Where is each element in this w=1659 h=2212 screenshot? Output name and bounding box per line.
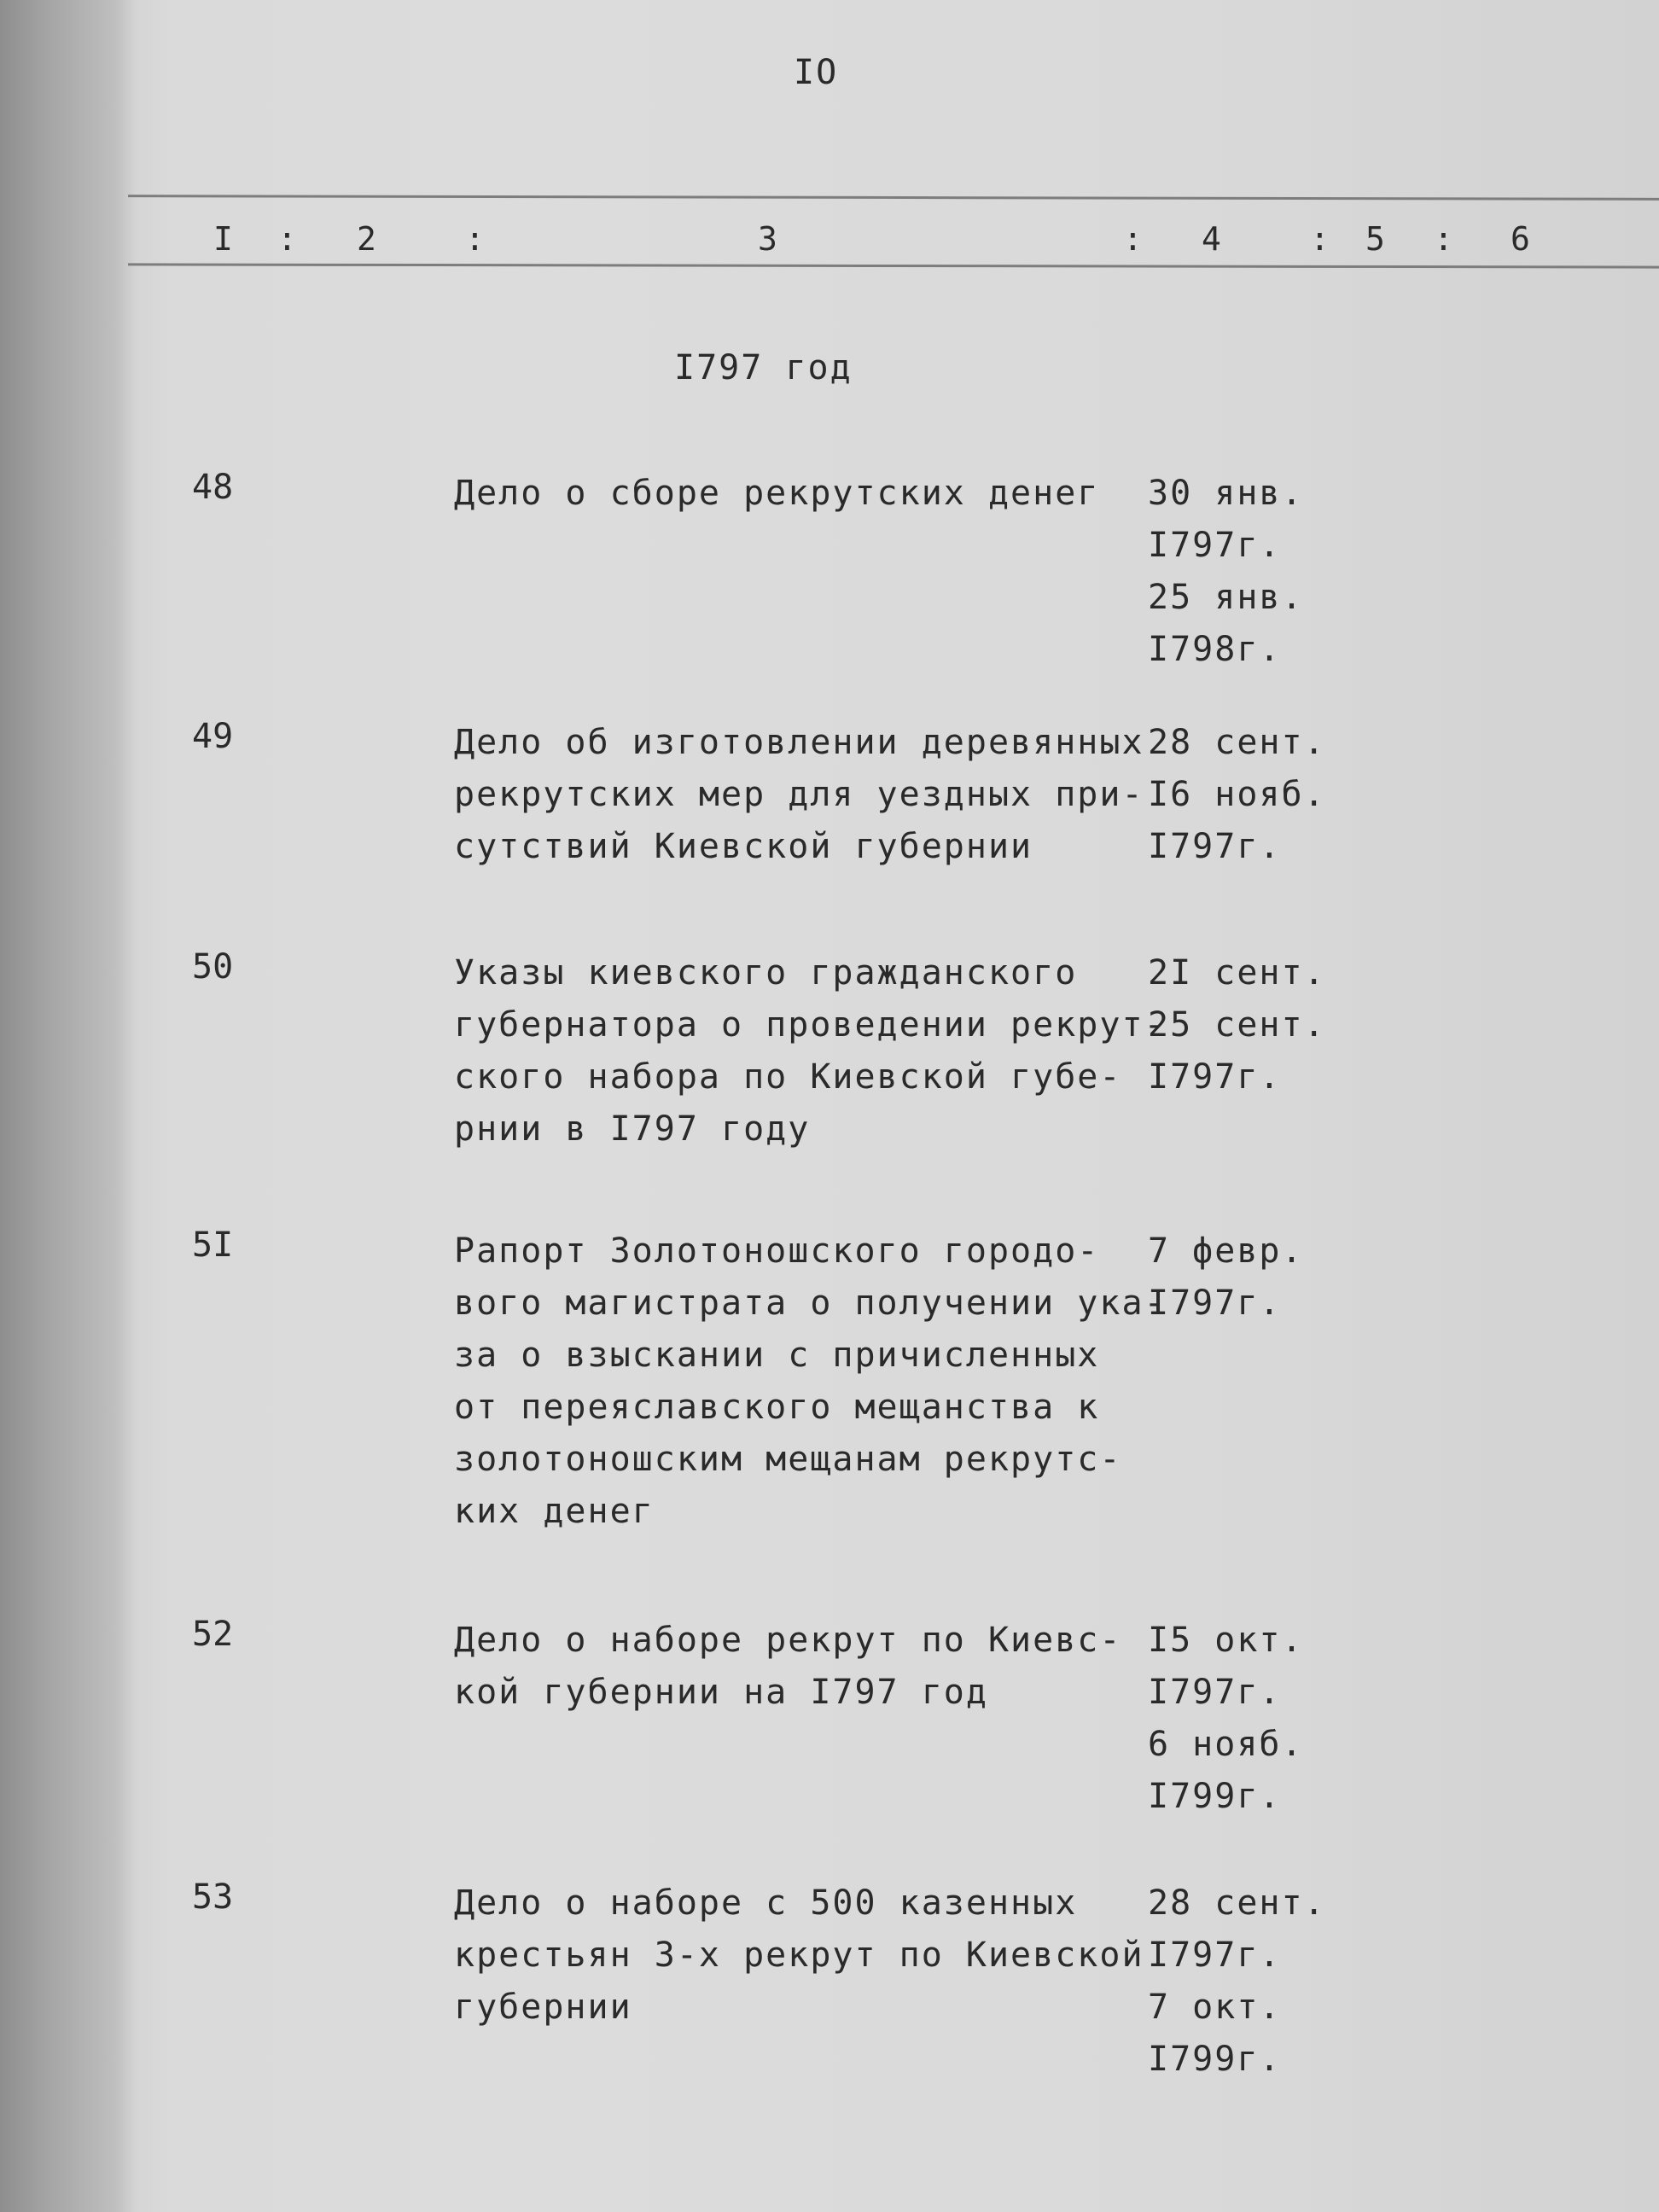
date-line: I799г. [1148, 1777, 1282, 1816]
column-separator: : [1434, 220, 1453, 258]
header-rule-bottom [128, 263, 1659, 268]
description-line: Дело о наборе рекрут по Киевс- [454, 1621, 1122, 1660]
date-line: I797г. [1148, 1673, 1282, 1712]
date-line: I799г. [1148, 2040, 1282, 2079]
description-line: рекрутских мер для уездных при- [454, 775, 1144, 814]
description-line: от переяславского мещанства к [454, 1388, 1100, 1427]
date-line: I798г. [1148, 630, 1282, 669]
description-line: золотоношским мещанам рекрутс- [454, 1440, 1122, 1479]
date-line: 30 янв. [1148, 474, 1304, 513]
date-line: I797г. [1148, 1284, 1282, 1323]
description-line: ского набора по Киевской губе- [454, 1057, 1122, 1097]
date-line: I797г. [1148, 1936, 1282, 1975]
entry-number: 5I [192, 1225, 234, 1265]
date-line: I797г. [1148, 526, 1282, 565]
entry-number: 50 [192, 947, 234, 987]
page-number: IO [794, 53, 839, 92]
date-line: I6 нояб. [1148, 775, 1326, 814]
column-separator: : [1123, 220, 1143, 258]
entry-description [454, 1615, 1162, 1719]
description-line: за о взыскании с причисленных [454, 1336, 1100, 1375]
section-heading: I797 год [674, 348, 853, 387]
column-separator: : [465, 220, 485, 258]
description-line: Указы киевского гражданского [454, 953, 1078, 992]
date-line: 28 сент. [1148, 1883, 1326, 1923]
entry-description [454, 947, 1167, 1155]
description-line: губернатора о проведении рекрут- [454, 1005, 1167, 1045]
column-separator: : [1310, 220, 1330, 258]
description-line: Дело о сборе рекрутских денег [454, 474, 1100, 513]
description-line: Дело об изготовлении деревянных [454, 723, 1144, 762]
entry-number: 49 [192, 717, 234, 756]
date-line: 6 нояб. [1148, 1725, 1304, 1764]
date-line: 2I сент. [1148, 953, 1326, 992]
entry-description [454, 1877, 1162, 2034]
description-line: вого магистрата о получении ука- [454, 1284, 1167, 1323]
page-binding-shadow [0, 0, 137, 2212]
description-line: крестьян 3-х рекрут по Киевской [454, 1936, 1144, 1975]
entry-dates [1148, 1225, 1370, 1330]
entry-description [454, 717, 1162, 873]
entry-description [454, 1225, 1167, 1538]
entry-dates [1148, 468, 1370, 676]
description-line: Рапорт Золотоношского городо- [454, 1231, 1100, 1271]
header-rule-top [128, 195, 1659, 201]
date-line: I5 окт. [1148, 1621, 1304, 1660]
date-line: 25 сент. [1148, 1005, 1326, 1045]
column-separator: : [277, 220, 297, 258]
date-line: 25 янв. [1148, 578, 1304, 617]
column-header-4: 4 [1202, 220, 1221, 258]
column-header-6: 6 [1511, 220, 1530, 258]
column-header-5: 5 [1365, 220, 1385, 258]
column-header-3: 3 [758, 220, 777, 258]
entry-dates [1148, 1615, 1370, 1823]
date-line: 28 сент. [1148, 723, 1326, 762]
entry-description [454, 468, 1162, 520]
description-line: Дело о наборе с 500 казенных [454, 1883, 1078, 1923]
date-line: 7 окт. [1148, 1988, 1282, 2027]
description-line: губернии [454, 1988, 632, 2027]
entry-dates [1148, 1877, 1370, 2086]
entry-number: 53 [192, 1877, 234, 1917]
entry-dates [1148, 947, 1370, 1103]
entry-number: 52 [192, 1615, 234, 1654]
date-line: I797г. [1148, 827, 1282, 866]
date-line: 7 февр. [1148, 1231, 1304, 1271]
date-line: I797г. [1148, 1057, 1282, 1097]
column-header-2: 2 [357, 220, 376, 258]
column-header-1: I [213, 220, 233, 258]
description-line: ких денег [454, 1492, 655, 1531]
entry-dates [1148, 717, 1370, 873]
entry-number: 48 [192, 468, 234, 507]
description-line: рнии в I797 году [454, 1109, 811, 1149]
description-line: сутствий Киевской губернии [454, 827, 1033, 866]
description-line: кой губернии на I797 год [454, 1673, 988, 1712]
